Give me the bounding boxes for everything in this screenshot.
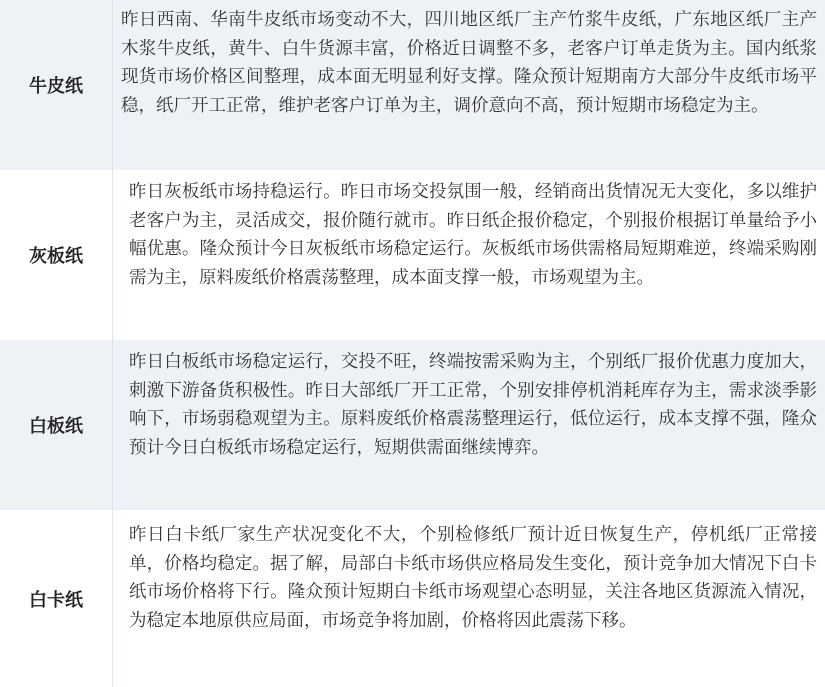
row-content: 昨日白卡纸厂家生产状况变化不大，个别检修纸厂预计近日恢复生产，停机纸厂正常接单，价格均稳定。据了解，局部白卡纸市场供应格局发生变化，预计竞争加大情况下白卡纸市场价格将下行。隆众预计短期白卡纸市场观望心态明显，关注各地区货源流入情况，为稳定本地原供应局面，市场竞争将加剧，价格将因此震荡下移。 [129, 525, 817, 631]
row-label: 灰板纸 [0, 170, 113, 340]
table-row-kraft-paper [0, 0, 825, 170]
row-content: 昨日灰板纸市场持稳运行。昨日市场交投氛围一般，经销商出货情况无大变化，多以维护老客户为主，灵活成交，报价随行就市。昨日纸企报价稳定，个别报价根据订单量给予小幅优惠。隆众预计今日灰板纸市场稳定运行。灰板纸市场供需格局短期难逆，终端采购刚需为主，原料废纸价格震荡整理，成本面支撑一般，市场观望为主。 [129, 182, 817, 288]
row-content: 昨日西南、华南牛皮纸市场变动不大，四川地区纸厂主产竹浆牛皮纸，广东地区纸厂主产木浆牛皮纸，黄牛、白牛货源丰富，价格近日调整不多，老客户订单走货为主。国内纸浆现货市场价格区间整理，成本面无明显利好支撑。隆众预计短期南方大部分牛皮纸市场平稳，纸厂开工正常，维护老客户订单为主，调价意向不高，预计短期市场稳定为主。 [121, 10, 817, 116]
row-label: 白板纸 [0, 340, 113, 510]
table-row-grey-board [0, 170, 825, 340]
table-row-white-board [0, 340, 825, 510]
table-row-white-card [0, 510, 825, 687]
row-label: 牛皮纸 [0, 0, 113, 170]
row-content: 昨日白板纸市场稳定运行，交投不旺，终端按需采购为主，个别纸厂报价优惠力度加大，刺激下游备货积极性。昨日大部纸厂开工正常，个别安排停机消耗库存为主，需求淡季影响下，市场弱稳观望为主。原料废纸价格震荡整理运行，低位运行，成本支撑不强，隆众预计今日白板纸市场稳定运行，短期供需面继续博弈。 [129, 352, 817, 458]
row-label: 白卡纸 [0, 510, 113, 687]
